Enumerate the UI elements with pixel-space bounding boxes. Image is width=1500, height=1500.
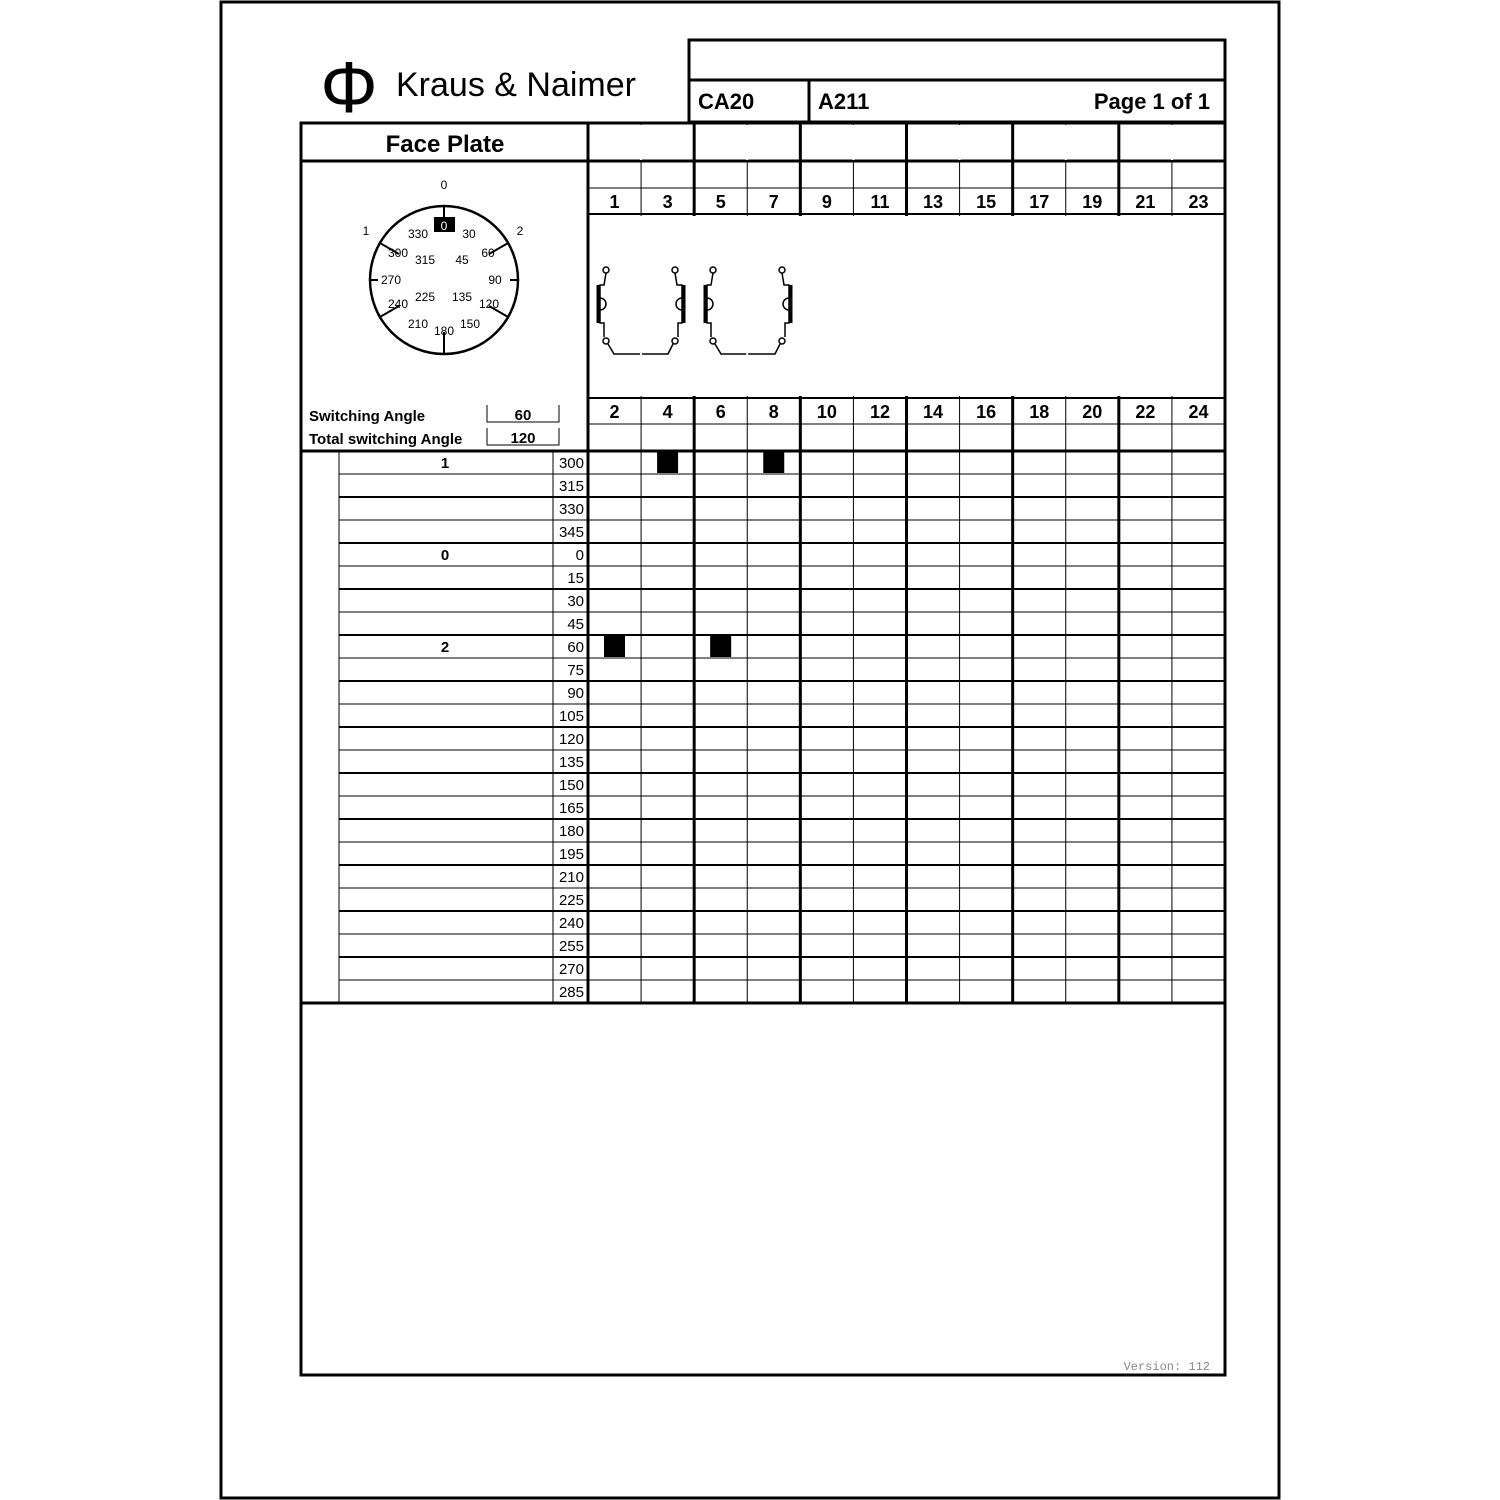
face-plate-title: Face Plate [385, 131, 505, 158]
row-angle-label: 120 [558, 731, 584, 748]
row-position-label: 1 [440, 455, 450, 472]
total-angle-value: 120 [510, 430, 536, 447]
dial-angle-60: 60 [481, 246, 495, 260]
row-angle-label: 330 [558, 501, 584, 518]
row-angle-label: 345 [558, 524, 584, 541]
dial-angle-180: 180 [433, 324, 455, 338]
row-angle-label: 255 [558, 938, 584, 955]
brand-symbol: Φ [320, 48, 378, 128]
terminal-bottom-label: 20 [1082, 402, 1103, 422]
row-angle-label: 75 [567, 662, 584, 679]
row-angle-label: 240 [558, 915, 584, 932]
row-angle-label: 135 [558, 754, 584, 771]
dial-angle-330: 330 [407, 227, 429, 241]
terminal-bottom-label: 2 [609, 402, 620, 422]
row-position-label: 2 [440, 639, 450, 656]
brand-name: Kraus & Naimer [396, 66, 636, 104]
closed-contact-mark [763, 452, 784, 473]
terminal-bottom-label: 12 [869, 402, 890, 422]
terminal-bottom-label: 18 [1029, 402, 1050, 422]
terminal-top-label: 13 [923, 192, 944, 212]
row-angle-label: 45 [567, 616, 584, 633]
dial-angle-300: 300 [387, 246, 409, 260]
closed-contact-mark [604, 636, 625, 657]
page-number: Page 1 of 1 [1093, 89, 1210, 114]
dial-angle-45: 45 [455, 253, 469, 267]
closed-contact-mark [657, 452, 678, 473]
terminal-top-label: 23 [1188, 192, 1209, 212]
dial-angle-225: 225 [414, 290, 436, 304]
closed-contact-mark [710, 636, 731, 657]
dial-angle-120: 120 [478, 297, 500, 311]
variant-code: A211 [818, 89, 870, 114]
dial-position-0: 0 [440, 178, 448, 192]
row-angle-label: 165 [558, 800, 584, 817]
terminal-top-label: 21 [1135, 192, 1156, 212]
terminal-bottom-label: 14 [923, 402, 944, 422]
model-code: CA20 [698, 89, 755, 114]
row-angle-label: 285 [558, 984, 584, 1001]
row-angle-label: 315 [558, 478, 584, 495]
dial-angle-240: 240 [387, 297, 409, 311]
dial-angle-90: 90 [488, 273, 502, 287]
row-angle-label: 90 [567, 685, 584, 702]
switching-angle-label: Switching Angle [309, 408, 426, 425]
dial-angle-270: 270 [380, 273, 402, 287]
terminal-bottom-label: 16 [976, 402, 997, 422]
terminal-bottom-label: 24 [1188, 402, 1209, 422]
row-angle-label: 0 [575, 547, 584, 564]
dial-position-1: 1 [362, 224, 370, 238]
row-angle-label: 195 [558, 846, 584, 863]
terminal-top-label: 3 [662, 192, 673, 212]
row-angle-label: 60 [567, 639, 584, 656]
dial-angle-30: 30 [462, 227, 476, 241]
row-angle-label: 225 [558, 892, 584, 909]
terminal-top-label: 5 [715, 192, 726, 212]
terminal-bottom-label: 8 [768, 402, 779, 422]
switching-angle-value: 60 [514, 407, 532, 424]
terminal-top-label: 7 [768, 192, 779, 212]
dial-angle-150: 150 [459, 317, 481, 331]
terminal-top-label: 1 [609, 192, 620, 212]
terminal-top-label: 17 [1029, 192, 1050, 212]
terminal-bottom-label: 6 [715, 402, 726, 422]
row-angle-label: 270 [558, 961, 584, 978]
terminal-bottom-label: 4 [662, 402, 673, 422]
terminal-top-label: 19 [1082, 192, 1103, 212]
terminal-bottom-label: 22 [1135, 402, 1156, 422]
terminal-top-label: 15 [976, 192, 997, 212]
row-angle-label: 210 [558, 869, 584, 886]
row-position-label: 0 [440, 547, 450, 564]
dial-angle-210: 210 [407, 317, 429, 331]
terminal-top-label: 11 [870, 192, 890, 212]
row-angle-label: 30 [567, 593, 584, 610]
row-angle-label: 105 [558, 708, 584, 725]
row-angle-label: 300 [558, 455, 584, 472]
row-angle-label: 150 [558, 777, 584, 794]
row-angle-label: 15 [567, 570, 584, 587]
terminal-top-label: 9 [821, 192, 832, 212]
terminal-bottom-label: 10 [816, 402, 837, 422]
total-angle-label: Total switching Angle [309, 431, 463, 448]
version-label: Version: 112 [1123, 1360, 1210, 1374]
row-angle-label: 180 [558, 823, 584, 840]
dial-angle-315: 315 [414, 253, 436, 267]
dial-position-2: 2 [516, 224, 524, 238]
dial-indicator-label: 0 [440, 219, 448, 233]
dial-angle-135: 135 [451, 290, 473, 304]
